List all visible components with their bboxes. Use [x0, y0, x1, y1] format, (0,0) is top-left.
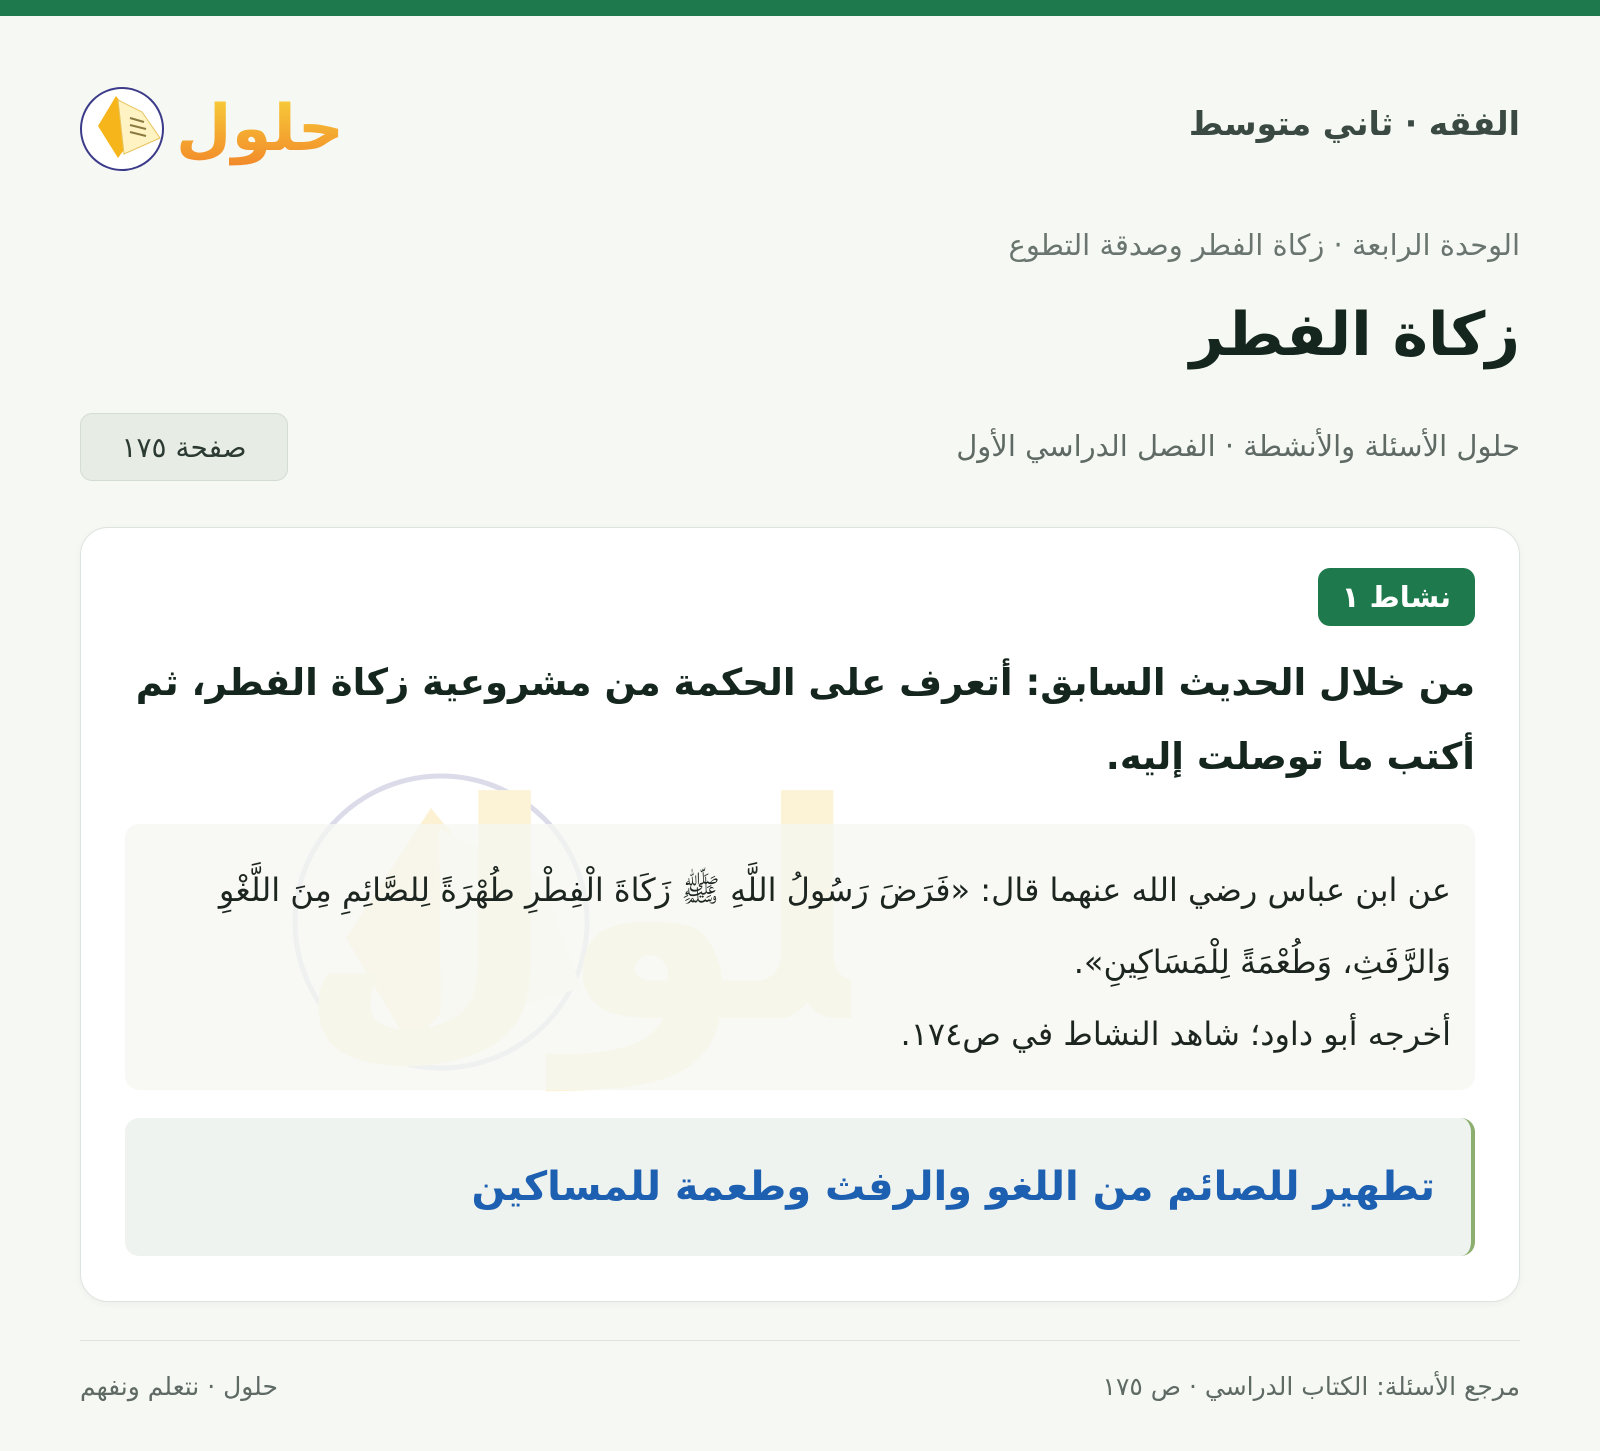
activity-card — [80, 527, 1520, 1302]
page-number-chip: صفحة ١٧٥ — [80, 413, 288, 481]
svg-text:حلول: حلول — [176, 92, 344, 166]
footer-reference: مرجع الأسئلة: الكتاب الدراسي · ص ١٧٥ — [1102, 1372, 1520, 1401]
meta-row — [80, 413, 1520, 483]
site-logo[interactable] — [80, 70, 350, 180]
page — [80, 0, 1520, 1451]
footer-tagline: حلول · نتعلم ونفهم — [80, 1372, 278, 1401]
answer-box — [125, 1118, 1475, 1256]
page-title: زكاة الفطر — [1189, 300, 1520, 370]
footer-divider — [80, 1340, 1520, 1341]
header — [80, 70, 1520, 180]
answer-text: تطهير للصائم من اللغو والرفث وطعمة للمساكين — [471, 1164, 1435, 1210]
hadith-source: أخرجه أبو داود؛ شاهد النشاط في ص١٧٤. — [900, 1015, 1451, 1053]
activity-badge: نشاط ١ — [1318, 568, 1475, 626]
hadith-quote — [125, 824, 1475, 1090]
section-label: حلول الأسئلة والأنشطة · الفصل الدراسي الأول — [956, 429, 1520, 463]
breadcrumb: الوحدة الرابعة · زكاة الفطر وصدقة التطوع — [1008, 228, 1520, 262]
hadith-text: عن ابن عباس رضي الله عنهما قال: «فَرَضَ رَسُولُ اللَّهِ ﷺ زَكَاةَ الْفِطْرِ طُهْرَةً لِلصَّائِمِ مِنَ اللَّغْوِ وَالرَّفَثِ، وَطُعْمَةً لِلْمَسَاكِينِ». — [218, 871, 1451, 981]
logo-icon — [80, 70, 350, 180]
subject-label: الفقه · ثاني متوسط — [1188, 104, 1520, 143]
activity-question: من خلال الحديث السابق: أتعرف على الحكمة من مشروعية زكاة الفطر، ثم أكتب ما توصلت إليه. — [135, 661, 1475, 778]
